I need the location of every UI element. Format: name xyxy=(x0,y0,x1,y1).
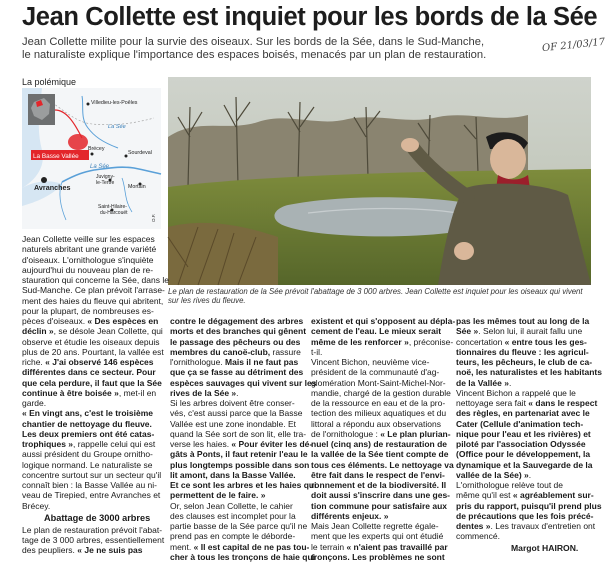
text-line xyxy=(170,439,313,449)
bold-quote-run: « Il est capital de ne pas tou- xyxy=(193,541,310,552)
text-run: des peupliers. xyxy=(22,545,78,556)
text-line xyxy=(311,347,447,357)
text-run: Vincent Bichon, neuvième vice- xyxy=(311,357,430,367)
text-run: pèces d'oiseaux. xyxy=(22,316,88,326)
text-line xyxy=(311,419,447,429)
text-line xyxy=(311,542,447,552)
map-place-label: Sourdeval xyxy=(128,150,152,156)
bold-quote-run: espèces sauvages qui vivent sur les xyxy=(170,377,317,388)
standfirst-line: Jean Collette milite pour la survie des oiseaux. Sur les bords de la Sée, dans le Sud-Manche, xyxy=(22,36,485,48)
bold-quote-run: Et ce sont les arbres et les haies qui xyxy=(170,480,317,490)
text-run: tection des milieux aquatiques et du xyxy=(311,408,447,419)
text-line xyxy=(311,378,447,388)
bold-quote-run: déclin » xyxy=(22,326,54,337)
text-line xyxy=(170,511,305,521)
bold-quote-run: différentes dans ce secteur. Pour xyxy=(22,367,156,378)
bold-quote-run: gâts à Ponts, il faut retenir l'eau le xyxy=(170,449,308,460)
text-line xyxy=(456,337,593,347)
text-line xyxy=(22,255,163,265)
text-run: logique normand. Le naturaliste se xyxy=(22,459,153,470)
text-run: concertation xyxy=(456,336,505,347)
text-line xyxy=(170,377,317,388)
text-run: partie basse de la Sée parce qu'il ne xyxy=(170,521,308,531)
bold-quote-run: cement de l'eau. Le mieux serait xyxy=(311,326,442,337)
text-run: glomération Mont-Saint-Michel-Nor- xyxy=(311,377,446,388)
bold-quote-run: Sée » xyxy=(456,326,479,337)
text-line xyxy=(456,378,593,388)
bold-quote-run: de précautions que les fois précé- xyxy=(456,510,594,521)
basse-vallee-zone xyxy=(68,134,88,150)
text-line xyxy=(22,501,163,511)
text-line xyxy=(22,449,163,459)
text-run: verse les haies. xyxy=(170,439,232,449)
text-line xyxy=(311,408,447,418)
text-line xyxy=(456,439,593,449)
text-run: veau de Tirepied, entre Avranches et xyxy=(22,490,161,501)
bold-quote-run: lit amont, dans la Basse Vallée. xyxy=(170,469,296,480)
text-line xyxy=(22,326,163,336)
text-line xyxy=(170,347,305,357)
text-line xyxy=(456,449,593,459)
bold-quote-run: « n'aient pas travaillé par xyxy=(346,541,448,552)
bold-quote-run: permettent de le faire. » xyxy=(170,490,266,501)
text-line xyxy=(170,501,305,511)
text-line xyxy=(456,429,593,439)
text-run: rassure xyxy=(270,346,301,357)
bold-quote-run: doit aussi s'inscrire dans une ges- xyxy=(311,490,451,501)
bold-quote-run: même de les renforcer » xyxy=(311,336,409,347)
text-line xyxy=(22,357,163,367)
text-line xyxy=(311,501,447,511)
text-line xyxy=(22,244,163,254)
text-line xyxy=(311,357,447,367)
text-line xyxy=(170,531,305,541)
text-run: garde. xyxy=(22,398,47,408)
article-column-3 xyxy=(311,316,456,562)
map-place-label: Saint-Hilaire- xyxy=(98,204,127,210)
bold-quote-run: la vallée de la Sée tient compte de xyxy=(311,449,449,460)
standfirst-line: le naturaliste explique l'importance des espaces boisés, menacés par un plan de restauration. xyxy=(22,49,487,61)
bold-quote-run: dynamique et la Sauvegarde de la xyxy=(456,459,593,470)
bold-quote-run: trophiques » xyxy=(22,439,74,449)
text-line xyxy=(22,347,163,357)
text-line xyxy=(170,316,305,326)
bold-quote-run: continue à être boisée » xyxy=(22,387,119,398)
town-dot xyxy=(87,103,90,106)
text-run: des clauses est incomplet pour la xyxy=(170,510,296,521)
text-line xyxy=(311,326,447,336)
text-run: Or, selon Jean Collette, le cahier xyxy=(170,500,293,511)
article-column-1 xyxy=(22,234,169,556)
bold-quote-run: tous ces éléments. Le nettoyage va xyxy=(311,459,454,470)
text-line xyxy=(170,419,305,429)
text-run: ment des haies du fleuve qui abritent, xyxy=(22,295,164,306)
text-line xyxy=(22,535,163,545)
text-line xyxy=(22,306,163,316)
article-column-4 xyxy=(456,316,602,542)
text-line xyxy=(311,387,451,398)
bold-quote-run: existent et qui s'opposent au dépla- xyxy=(311,316,456,326)
bold-quote-run: noë, les naturalistes et les habitants xyxy=(456,367,602,378)
photo-riverbank-icon xyxy=(168,77,591,285)
bold-quote-run: chantier de nettoyage du fleuve. xyxy=(22,418,152,429)
text-line xyxy=(170,449,308,460)
bold-quote-run: rives de la Sée » xyxy=(170,387,237,398)
text-line xyxy=(456,460,593,470)
text-line xyxy=(22,296,163,306)
text-line xyxy=(456,398,598,408)
text-line xyxy=(22,337,163,347)
article-photo xyxy=(168,77,591,285)
bold-quote-run: tion commune pour satisfaire aux xyxy=(311,500,448,511)
text-run: de la ressource en eau et de la pro- xyxy=(311,398,446,408)
map-river-label: La Sée xyxy=(90,164,110,170)
text-line xyxy=(22,398,163,408)
text-line xyxy=(311,521,447,531)
byline: Margot HAIRON. xyxy=(511,543,579,553)
text-line xyxy=(311,459,454,470)
bold-quote-run: « agréablement sur- xyxy=(512,490,594,501)
text-line xyxy=(456,490,593,500)
text-line xyxy=(170,398,305,408)
map-section-label: La polémique xyxy=(22,77,77,87)
bold-quote-run: Cater (Cellule d'animation tech- xyxy=(456,418,584,429)
caption-line: sur les rives du fleuve. xyxy=(168,296,246,306)
bold-quote-run: plus longtemps possible dans son xyxy=(170,459,310,470)
subheading: Abattage de 3000 arbres xyxy=(44,512,151,523)
text-line xyxy=(456,388,593,398)
text-line xyxy=(311,428,451,439)
text-line xyxy=(311,336,454,347)
text-run: président de la communauté d'ag- xyxy=(311,367,440,378)
text-line xyxy=(22,439,163,449)
handwritten-date-note: OF 21/03/17 xyxy=(541,36,606,55)
text-run: ment que les experts qui ont étudié xyxy=(311,531,444,542)
bold-quote-run: morts et des branches qui gênent xyxy=(170,326,307,337)
text-line xyxy=(22,490,163,500)
map-place-label: Brécey xyxy=(88,146,105,152)
text-line xyxy=(170,408,305,418)
bold-quote-run: vallée de la Sée) » xyxy=(456,469,529,480)
bold-quote-run: « dans le respect xyxy=(528,398,598,408)
text-line xyxy=(170,551,316,562)
bold-quote-run: « Des espèces en xyxy=(87,316,159,326)
photo-caption xyxy=(168,287,591,305)
text-run: aujourd'hui du nouveau plan de re- xyxy=(22,264,154,275)
text-line xyxy=(311,552,447,562)
text-line xyxy=(456,521,596,531)
bold-quote-run: nuel (cinq ans) de restauration de xyxy=(311,439,448,449)
map-city-label: Avranches xyxy=(34,183,71,192)
text-line xyxy=(456,347,593,357)
text-line xyxy=(456,511,593,521)
location-map xyxy=(22,77,161,229)
bold-quote-run: Les deux premiers ont été catas- xyxy=(22,428,155,439)
bold-quote-run: « Le plan plurian- xyxy=(380,428,451,439)
text-run: Vincent Bichon a rappelé que le xyxy=(456,387,576,398)
text-line xyxy=(170,337,305,347)
text-run: Si les arbres doivent être conser- xyxy=(170,398,295,408)
map-place-label: Juvigny- xyxy=(96,174,115,180)
text-line xyxy=(456,500,602,511)
caption-line: Le plan de restauration de la Sée prévoit l'abattage de 3 000 arbres. Jean Collette est inquiet pour les oiseaux qui vivent xyxy=(168,287,583,296)
text-line xyxy=(311,511,447,521)
text-line xyxy=(22,378,163,388)
bold-quote-run: être fait dans le respect de l'envi- xyxy=(311,469,445,480)
text-line xyxy=(311,480,447,490)
text-line xyxy=(456,470,593,480)
map-credit: O.F. xyxy=(151,213,156,222)
bold-quote-run: « J'ai observé 146 espèces xyxy=(45,357,154,367)
text-line xyxy=(170,470,305,480)
text-line xyxy=(456,531,593,541)
map-river-label: La Sée xyxy=(108,124,126,130)
bold-quote-run: ronnement et de la biodiversité. Il xyxy=(311,480,447,490)
text-run: prend pas en compte le déborde- xyxy=(170,531,296,542)
text-line xyxy=(22,545,163,555)
bold-quote-run: que cela perdure, il faut que la Sée xyxy=(22,377,162,388)
text-line xyxy=(311,439,447,449)
text-line xyxy=(22,470,163,480)
text-line xyxy=(311,490,451,501)
text-line xyxy=(311,531,447,541)
text-run: t-il. xyxy=(311,346,323,357)
text-run: , se désole Jean Collette, qui xyxy=(53,326,163,337)
text-line xyxy=(311,398,447,408)
bold-quote-run: pris du rapport, puisqu'il prend plus xyxy=(456,500,602,511)
text-line xyxy=(456,480,593,490)
text-line xyxy=(22,419,163,429)
text-line xyxy=(311,449,447,459)
text-run: Brécey. xyxy=(22,500,51,511)
bold-quote-run: différents enjeux. » xyxy=(311,510,389,521)
text-run: stauration qui concerne la Sée, dans le xyxy=(22,275,169,285)
text-run: Vallée est une zone inondable. Et xyxy=(170,418,297,429)
article-column-2 xyxy=(170,316,317,562)
text-line xyxy=(311,367,447,377)
text-line xyxy=(456,419,593,429)
text-run: le terrain xyxy=(311,541,347,552)
map-place-label: Mortain xyxy=(128,184,146,190)
text-run: commencé. xyxy=(456,531,500,542)
bold-quote-run: « Je ne suis pas xyxy=(77,545,143,556)
text-line xyxy=(456,326,593,336)
text-run: , préconise- xyxy=(408,336,454,347)
bold-quote-run: membres du canoë-club, xyxy=(170,346,271,357)
text-run: aussi président du Groupe ornitho- xyxy=(22,449,153,460)
bold-quote-run: des règles, en partenariat avec le xyxy=(456,408,590,419)
text-line xyxy=(170,367,305,377)
text-run: . xyxy=(528,469,532,480)
text-line xyxy=(22,275,169,285)
bold-quote-run: cher à tous les tronçons de haie qui xyxy=(170,551,316,562)
text-line xyxy=(170,388,305,398)
text-run: Mais Jean Collette regrette égale- xyxy=(311,521,439,531)
bold-quote-run: teurs, les pêcheurs, le club de ca- xyxy=(456,357,593,367)
text-run: . xyxy=(508,377,512,388)
text-run: même qu'il est xyxy=(456,490,513,501)
text-line xyxy=(170,490,305,500)
text-run: L'ornithologue relève tout de xyxy=(456,480,564,490)
text-run: riche. xyxy=(22,357,46,367)
bold-quote-run: nique pour l'eau et les rivières) et xyxy=(456,428,591,439)
bold-quote-run: tionnaires du fleuve : les agricul- xyxy=(456,346,589,357)
text-run: nettoyage sera fait xyxy=(456,398,529,408)
text-line xyxy=(311,316,456,326)
text-run: de l'ornithologue : xyxy=(311,428,381,439)
text-run: . Les travaux d'entretien ont xyxy=(490,521,596,531)
text-run: plus de 20 ans. Pourtant, la vallée est xyxy=(22,346,164,357)
text-run: Jean Collette veille sur les espaces xyxy=(22,234,155,244)
text-run: ment. xyxy=(170,541,194,552)
text-line xyxy=(456,316,593,326)
text-line xyxy=(22,429,163,439)
bold-quote-run: tronçons. Les problèmes ne sont xyxy=(311,551,445,562)
text-run: observe et étudie les oiseaux depuis xyxy=(22,336,160,347)
text-run: connaît bien : la Basse Vallée au ni- xyxy=(22,480,157,490)
standfirst xyxy=(22,36,522,62)
text-line xyxy=(22,316,163,326)
basse-vallee-label: La Basse Vallée xyxy=(33,153,79,160)
bold-quote-run: que ça se fasse au détriment des xyxy=(170,367,304,378)
text-line xyxy=(170,326,305,336)
text-run: , met-il en xyxy=(118,387,157,398)
bold-quote-run: pas les mêmes tout au long de la xyxy=(456,316,590,326)
text-run: littoral a répondu aux observations xyxy=(311,418,441,429)
bold-quote-run: « En vingt ans, c'est le troisième xyxy=(22,408,153,419)
text-line xyxy=(22,234,163,244)
text-line xyxy=(311,470,447,480)
text-run: l'ornithologue. xyxy=(170,357,226,367)
text-line xyxy=(456,408,593,418)
text-run: mandie, chargé de la gestion durable xyxy=(311,387,451,398)
text-run: d'oiseaux. L'ornithologue s'inquiète xyxy=(22,254,154,265)
text-line xyxy=(22,285,163,295)
bold-quote-run: le passage des pêcheurs ou des xyxy=(170,336,301,347)
text-line xyxy=(22,265,163,275)
map-graphic xyxy=(22,88,161,229)
map-place-label: du-Harcouët xyxy=(100,210,128,216)
bold-quote-run: (Office pour le développement, la xyxy=(456,449,591,460)
text-line xyxy=(170,480,317,490)
text-line xyxy=(22,388,163,398)
text-line xyxy=(22,408,163,418)
bold-quote-run: contre le dégagement des arbres xyxy=(170,316,304,326)
map-place-label: Villedieu-les-Poêles xyxy=(91,100,138,106)
headline: Jean Collette est inquiet pour les bords de la Sée xyxy=(22,3,598,31)
text-line xyxy=(22,460,163,470)
text-line xyxy=(22,525,163,535)
text-line xyxy=(22,480,163,490)
bold-quote-run: de la Vallée » xyxy=(456,377,509,388)
text-line xyxy=(456,367,602,378)
bold-quote-run: « Pour éviter les dé- xyxy=(231,439,313,449)
text-line xyxy=(22,367,163,377)
text-run: pour la plupart, de nombreuses es- xyxy=(22,305,154,316)
text-line xyxy=(170,521,308,531)
text-line xyxy=(170,459,310,470)
text-run: , rappelle celui qui est xyxy=(73,439,156,449)
text-line xyxy=(456,357,593,367)
text-run: vés, c'est aussi parce que la Basse xyxy=(170,408,303,419)
text-line xyxy=(170,357,305,367)
text-run: . Selon lui, il aurait fallu une xyxy=(478,326,583,337)
text-line xyxy=(170,541,310,552)
bold-quote-run: « entre tous les ges- xyxy=(504,336,587,347)
text-run: quand la Sée sort de son lit, elle tra- xyxy=(170,428,307,439)
bold-quote-run: Mais il ne faut pas xyxy=(225,357,299,367)
text-run: concentre surtout sur un secteur qu'il xyxy=(22,469,162,480)
text-line xyxy=(170,429,305,439)
bold-quote-run: piloté par l'association Odyssée xyxy=(456,439,586,449)
bold-quote-run: dentes » xyxy=(456,521,491,531)
text-run: Le plan de restauration prévoit l'abat- xyxy=(22,524,163,535)
map-place-label: le-Tertre xyxy=(96,180,115,186)
text-run: naturels abritant une grande variété xyxy=(22,244,157,255)
text-run: tage de 3 000 arbres, essentiellement xyxy=(22,535,165,545)
text-run: Sud-Manche. Ce plan prévoit l'arrase- xyxy=(22,285,165,296)
text-run: . xyxy=(236,387,239,398)
town-dot xyxy=(91,153,94,156)
